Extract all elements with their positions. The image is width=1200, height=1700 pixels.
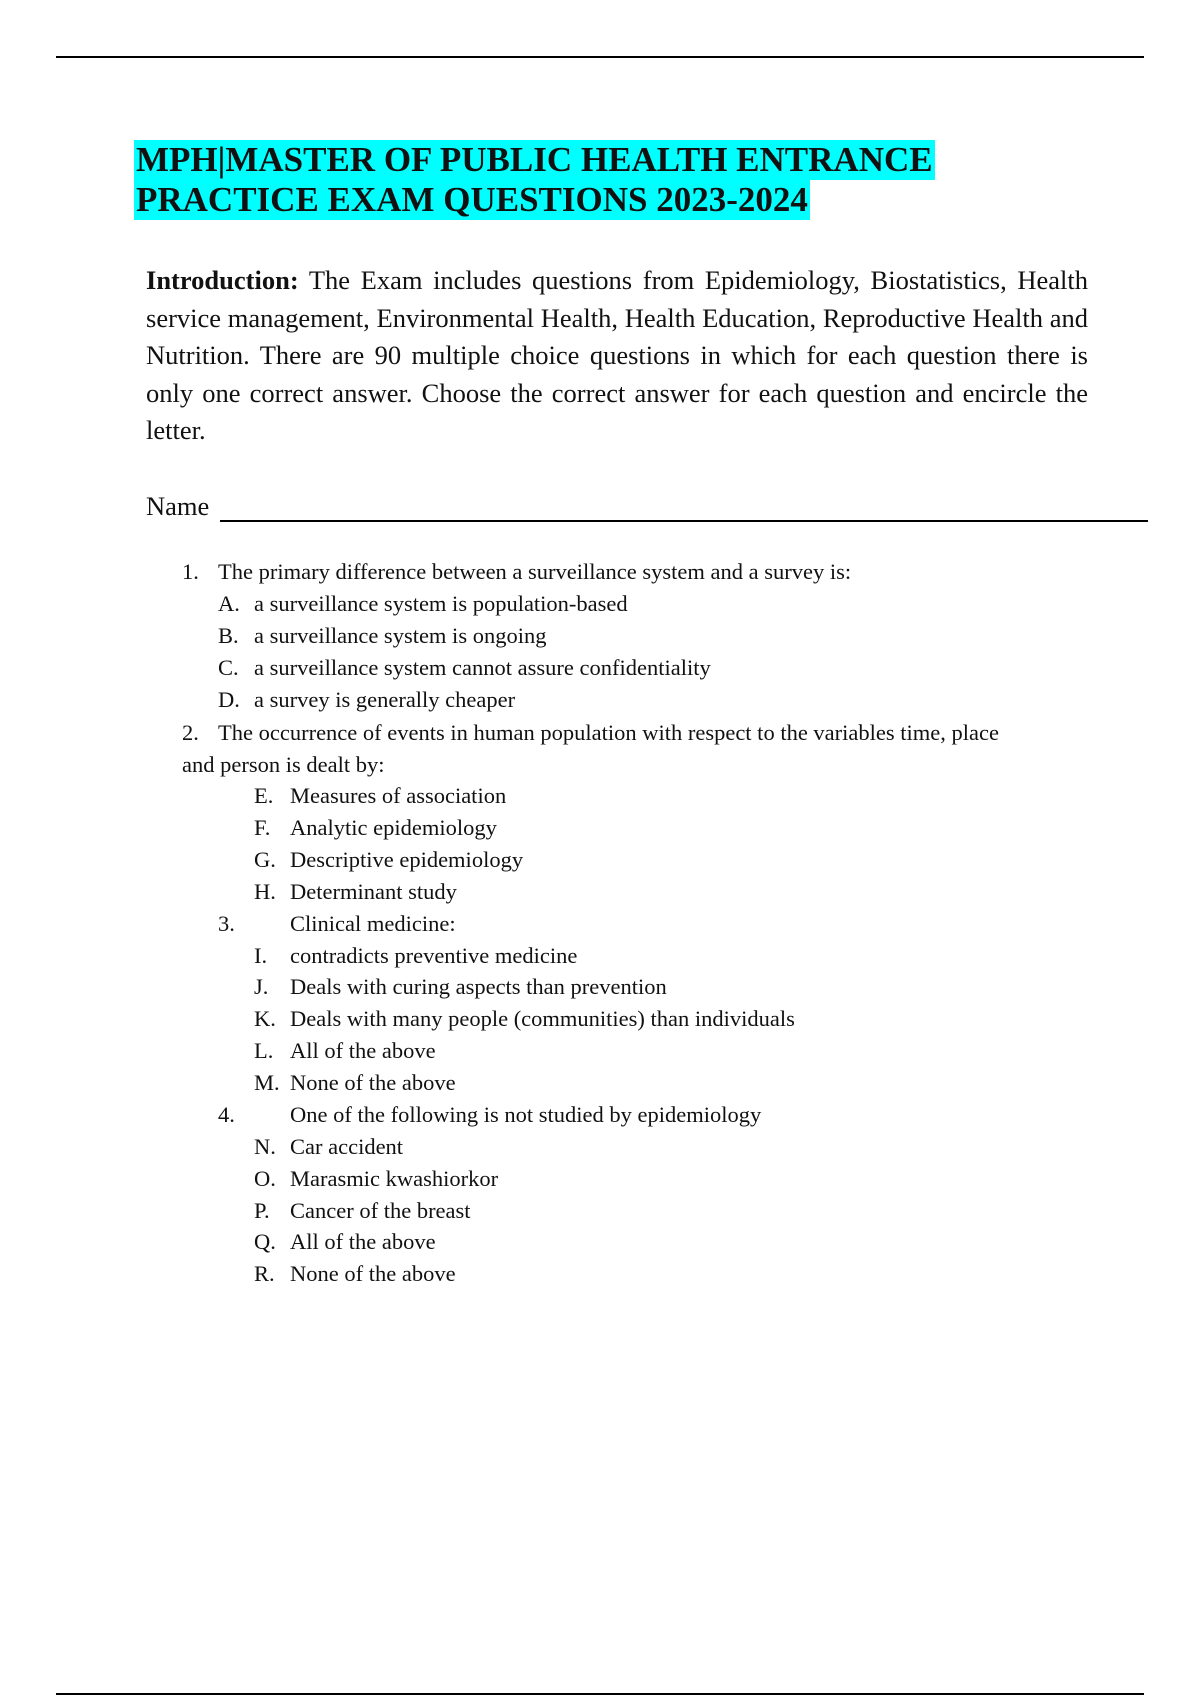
introduction-label: Introduction: xyxy=(146,265,299,295)
option-text: a surveillance system is population-based xyxy=(254,591,628,616)
name-label: Name xyxy=(146,491,210,521)
option-text: Determinant study xyxy=(290,879,457,904)
introduction-paragraph xyxy=(146,262,1088,450)
option-letter[interactable]: B. xyxy=(218,623,239,648)
introduction-text: The Exam includes questions from Epidemiology, Biostatistics, Health service management, Environmental Health, Health Education, Reproductive Health and Nutrition. There are 90 multiple choice questions in which for each question there is only one correct answer. Choose the correct answer for each question and encircle the letter. xyxy=(146,265,1088,445)
question-number: 2. xyxy=(182,720,199,745)
option-letter[interactable]: P. xyxy=(254,1198,270,1223)
question-text-line-1: The occurrence of events in human population with respect to the variables time, place xyxy=(218,720,999,745)
option-letter[interactable]: M. xyxy=(254,1070,280,1095)
question-text: One of the following is not studied by epidemiology xyxy=(290,1102,762,1127)
option-text: None of the above xyxy=(290,1070,456,1095)
option-text: Cancer of the breast xyxy=(290,1198,471,1223)
top-rule xyxy=(56,56,1144,58)
question-number: 3. xyxy=(218,911,235,936)
option-letter[interactable]: N. xyxy=(254,1134,276,1159)
option-text: None of the above xyxy=(290,1261,456,1286)
title-line-1: MPH|MASTER OF PUBLIC HEALTH ENTRANCE xyxy=(136,140,933,179)
option-text: All of the above xyxy=(290,1229,436,1254)
option-letter[interactable]: A. xyxy=(218,591,240,616)
option-letter[interactable]: O. xyxy=(254,1166,276,1191)
option-letter[interactable]: C. xyxy=(218,655,239,680)
option-text: All of the above xyxy=(290,1038,436,1063)
title-line-2: PRACTICE EXAM QUESTIONS 2023-2024 xyxy=(136,180,808,219)
question-2-continuation xyxy=(182,749,384,781)
option-letter[interactable]: R. xyxy=(254,1261,275,1286)
question-text-line-2: and person is dealt by: xyxy=(182,752,385,777)
option-text: Descriptive epidemiology xyxy=(290,847,524,872)
option-letter[interactable]: E. xyxy=(254,783,274,808)
option-letter[interactable]: K. xyxy=(254,1006,276,1031)
option-letter[interactable]: J. xyxy=(254,974,269,999)
option-letter[interactable]: L. xyxy=(254,1038,274,1063)
option-text: Analytic epidemiology xyxy=(290,815,497,840)
name-blank-line[interactable] xyxy=(220,520,1148,522)
option-letter[interactable]: D. xyxy=(218,687,240,712)
question-number: 4. xyxy=(218,1102,235,1127)
option-letter[interactable]: H. xyxy=(254,879,276,904)
option-letter[interactable]: I. xyxy=(254,943,268,968)
question-number: 1. xyxy=(182,559,199,584)
question-1 xyxy=(182,556,852,588)
question-2 xyxy=(182,717,999,749)
option-text: Deals with many people (communities) than individuals xyxy=(290,1006,795,1031)
option-text: contradicts preventive medicine xyxy=(290,943,578,968)
bottom-rule xyxy=(56,1693,1144,1695)
question-text: Clinical medicine: xyxy=(290,911,456,936)
option-text: Deals with curing aspects than prevention xyxy=(290,974,667,999)
option-text: a surveillance system cannot assure confidentiality xyxy=(254,655,711,680)
option-letter[interactable]: F. xyxy=(254,815,271,840)
option-text: Measures of association xyxy=(290,783,507,808)
question-text: The primary difference between a surveillance system and a survey is: xyxy=(218,559,852,584)
option-letter[interactable]: Q. xyxy=(254,1229,276,1254)
option-text: a survey is generally cheaper xyxy=(254,687,516,712)
option-text: Marasmic kwashiorkor xyxy=(290,1166,499,1191)
option-letter[interactable]: G. xyxy=(254,847,276,872)
option-text: a surveillance system is ongoing xyxy=(254,623,547,648)
name-field xyxy=(146,488,1006,524)
option-text: Car accident xyxy=(290,1134,404,1159)
document-title xyxy=(134,140,935,220)
